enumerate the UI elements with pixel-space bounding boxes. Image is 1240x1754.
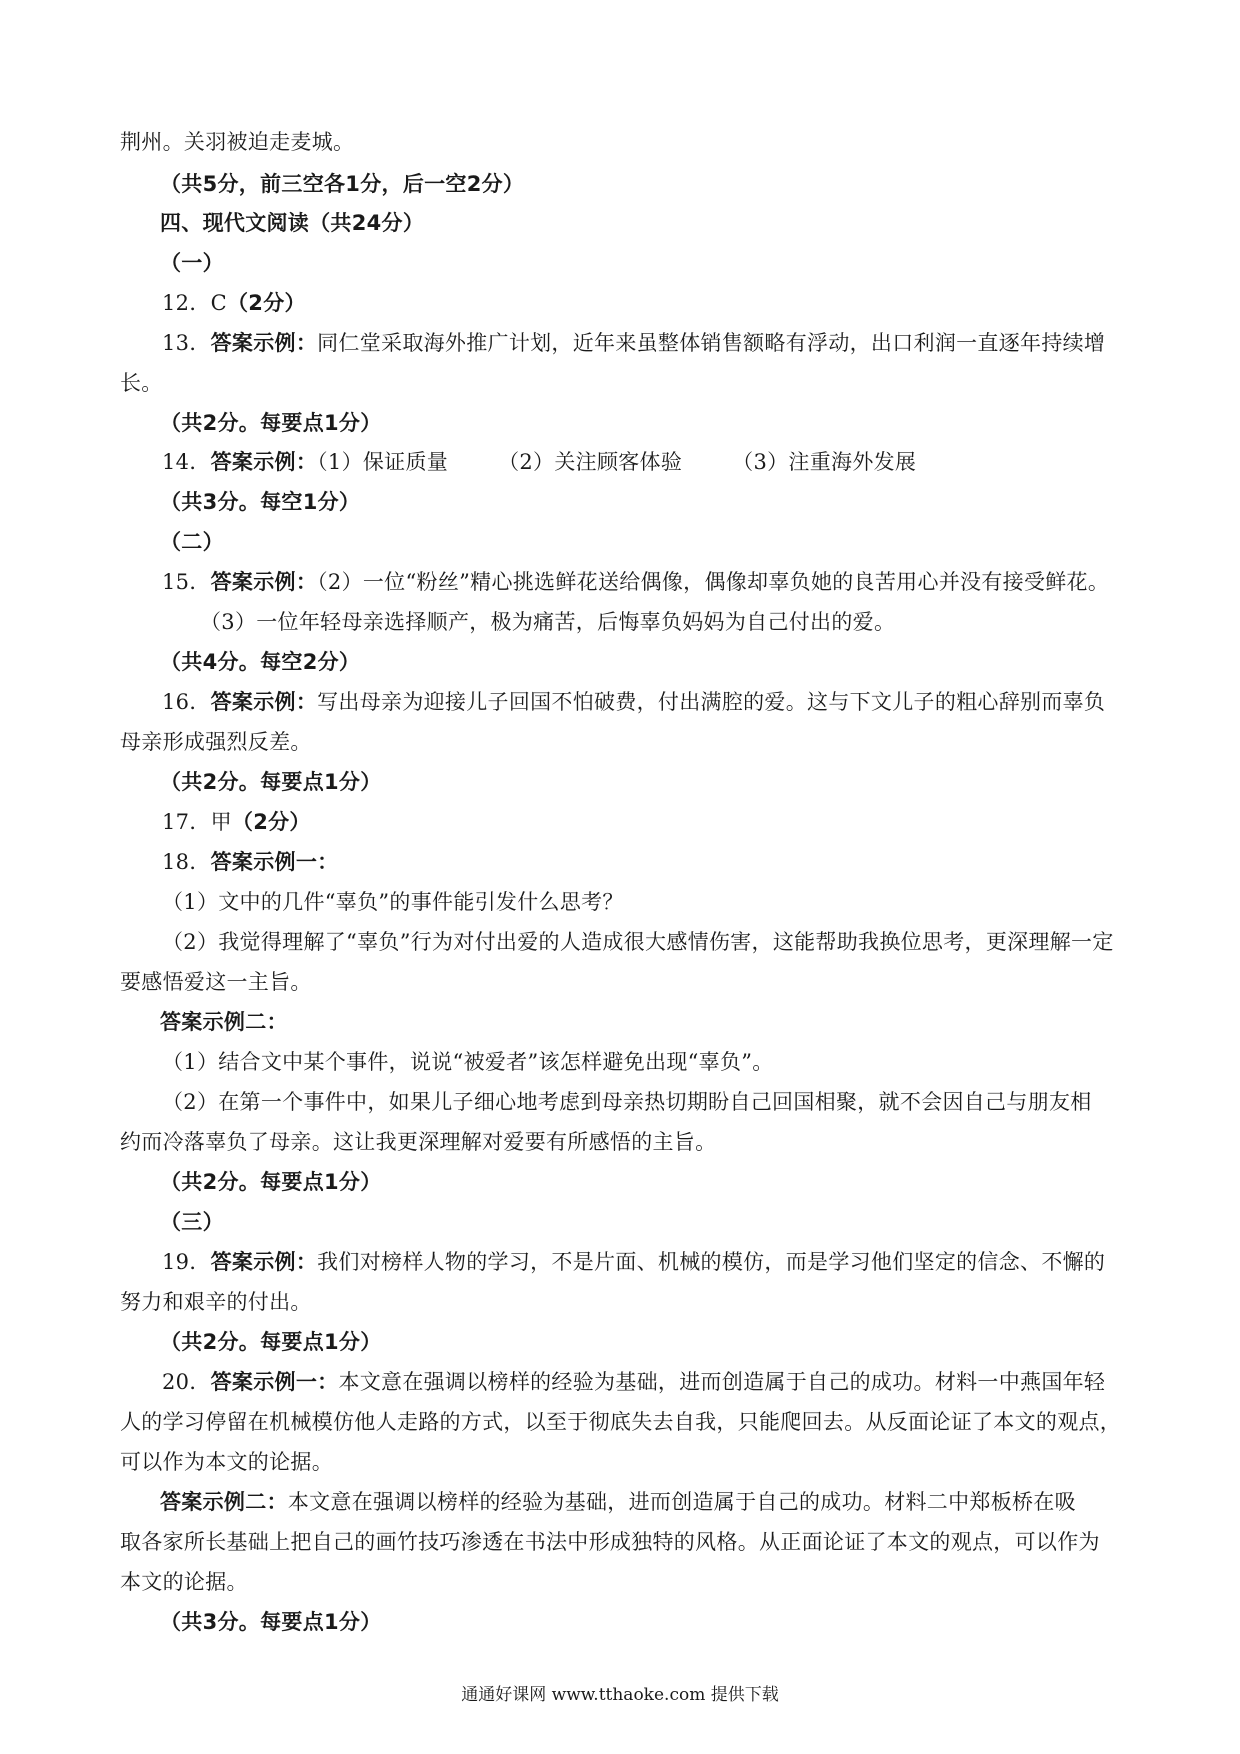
- answer-label: 答案示例：: [210, 690, 318, 714]
- question-number: 19．: [162, 1250, 211, 1274]
- answer-line: [162, 1367, 1105, 1397]
- answer-text: 我们对榜样人物的学习，不是片面、机械的模仿，而是学习他们坚定的信念、不懈的: [317, 1250, 1106, 1274]
- score-note: [160, 767, 382, 797]
- page-footer: 通通好课网 www.tthaoke.com 提供下载: [461, 1685, 779, 1705]
- subsection-label: [160, 1207, 224, 1237]
- answer-label: 答案示例二：: [160, 1490, 288, 1514]
- text: 荆州。关羽被迫走麦城。: [120, 130, 355, 154]
- subsection-label: [160, 527, 224, 557]
- answer-label: 答案示例一：: [210, 1370, 339, 1394]
- answer-label: 答案示例：: [210, 570, 318, 594]
- score-note: [160, 1327, 382, 1357]
- text: 取各家所长基础上把自己的画竹技巧渗透在书法中形成独特的风格。从正面论证了本文的观点，可以作为: [120, 1530, 1100, 1554]
- answer-line: [162, 887, 624, 917]
- text: 四、现代文阅读（共24分）: [160, 211, 425, 235]
- text: （共2分。每要点1分）: [160, 1330, 382, 1354]
- subsection-label: [160, 248, 224, 278]
- answer-line: [162, 1087, 1092, 1117]
- text: 本文的论据。: [120, 1570, 248, 1594]
- answer-line: [162, 807, 311, 837]
- answer-label: 答案示例一：: [210, 850, 339, 874]
- text: （共4分。每空2分）: [160, 650, 361, 674]
- answer-line: [162, 288, 306, 318]
- text: （共2分。每要点1分）: [160, 770, 382, 794]
- answer-text: 本文意在强调以榜样的经验为基础，进而创造属于自己的成功。材料二中郑板桥在吸: [287, 1490, 1076, 1514]
- text-line: [120, 368, 163, 398]
- score-note: （2分）: [231, 810, 311, 834]
- question-number: 16．: [162, 690, 211, 714]
- text: 长。: [120, 371, 163, 395]
- answer-text: （1）结合文中某个事件，说说“被爱者”该怎样避免出现“辜负”。: [162, 1050, 774, 1074]
- answer-text: （2）我觉得理解了“辜负”行为对付出爱的人造成很大感情伤害，这能帮助我换位思考，更深理解一定: [162, 930, 1114, 954]
- question-number: 13．: [162, 331, 211, 355]
- score-note: [160, 169, 524, 199]
- text-line: [120, 1127, 716, 1157]
- text-line: [120, 127, 354, 157]
- text: （共2分。每要点1分）: [160, 411, 382, 435]
- text: 人的学习停留在机械模仿他人走路的方式，以至于彻底失去自我，只能爬回去。从反面论证了本文的观点，: [120, 1410, 1122, 1434]
- text: 努力和艰辛的付出。: [120, 1290, 312, 1314]
- text: 答案示例二：: [160, 1010, 288, 1034]
- text: 母亲形成强烈反差。: [120, 730, 312, 754]
- answer-label: 答案示例：: [210, 331, 318, 355]
- score-note: [160, 647, 360, 677]
- answer-line: [162, 328, 1105, 358]
- score-note: [160, 1607, 382, 1637]
- text-line: [120, 1407, 1121, 1437]
- score-note: （2分）: [227, 291, 306, 315]
- text-line: [120, 1567, 248, 1597]
- answer-text: （2）在第一个事件中，如果儿子细心地考虑到母亲热切期盼自己回国相聚，就不会因自己与朋友相: [162, 1090, 1092, 1114]
- text-line: [120, 1447, 333, 1477]
- answer-line: [162, 1247, 1105, 1277]
- text: （共5分，前三空各1分，后一空2分）: [160, 172, 525, 196]
- answer-text: （1）文中的几件“辜负”的事件能引发什么思考？: [162, 890, 624, 914]
- text: 约而冷落辜负了母亲。这让我更深理解对爱要有所感悟的主旨。: [120, 1130, 717, 1154]
- score-note: [160, 1167, 382, 1197]
- score-note: [160, 408, 382, 438]
- answer-line: [162, 567, 1109, 597]
- answer-label: 答案示例：: [210, 450, 318, 474]
- text-line: [120, 1527, 1100, 1557]
- text-line: [120, 967, 312, 997]
- answer-label: 答案示例：: [210, 1250, 318, 1274]
- answer-text: （3）一位年轻母亲选择顺产，极为痛苦，后悔辜负妈妈为自己付出的爱。: [200, 610, 896, 634]
- text: 要感悟爱这一主旨。: [120, 970, 312, 994]
- text: （共3分。每要点1分）: [160, 1610, 382, 1634]
- score-note: [160, 487, 360, 517]
- question-number: 14．: [162, 450, 211, 474]
- answer-text: 写出母亲为迎接儿子回国不怕破费，付出满腔的爱。这与下文儿子的粗心辞别而辜负: [317, 690, 1106, 714]
- text: （共2分。每要点1分）: [160, 1170, 382, 1194]
- text-line: [120, 1287, 312, 1317]
- answer-text: （2）一位“粉丝”精心挑选鲜花送给偶像，偶像却辜负她的良苦用心并没有接受鲜花。: [317, 570, 1110, 594]
- section-heading: [160, 208, 424, 238]
- answer-text: 本文意在强调以榜样的经验为基础，进而创造属于自己的成功。材料一中燕国年轻: [338, 1370, 1106, 1394]
- answer-line: [162, 847, 338, 877]
- text: （共3分。每空1分）: [160, 490, 361, 514]
- answer-item: （3）注重海外发展: [732, 450, 917, 474]
- answer-line: [160, 1487, 1076, 1517]
- question-number: 15．: [162, 570, 211, 594]
- question-answer: 12．C: [162, 291, 227, 315]
- answer-item: （1）保证质量: [317, 450, 449, 474]
- question-answer: 17．甲: [162, 810, 232, 834]
- answer-item: （2）关注顾客体验: [498, 450, 683, 474]
- answer-label: [160, 1007, 288, 1037]
- text: （三）: [160, 1210, 224, 1234]
- text: （一）: [160, 251, 224, 275]
- question-number: 20．: [162, 1370, 211, 1394]
- answer-line: [162, 927, 1114, 957]
- answer-line: [162, 447, 916, 477]
- text: （二）: [160, 530, 224, 554]
- text: 可以作为本文的论据。: [120, 1450, 333, 1474]
- answer-text: 同仁堂采取海外推广计划，近年来虽整体销售额略有浮动，出口利润一直逐年持续增: [317, 331, 1106, 355]
- text-line: [120, 727, 312, 757]
- answer-line: [162, 1047, 774, 1077]
- answer-line: [162, 687, 1105, 717]
- question-number: 18．: [162, 850, 211, 874]
- answer-line: [200, 607, 895, 637]
